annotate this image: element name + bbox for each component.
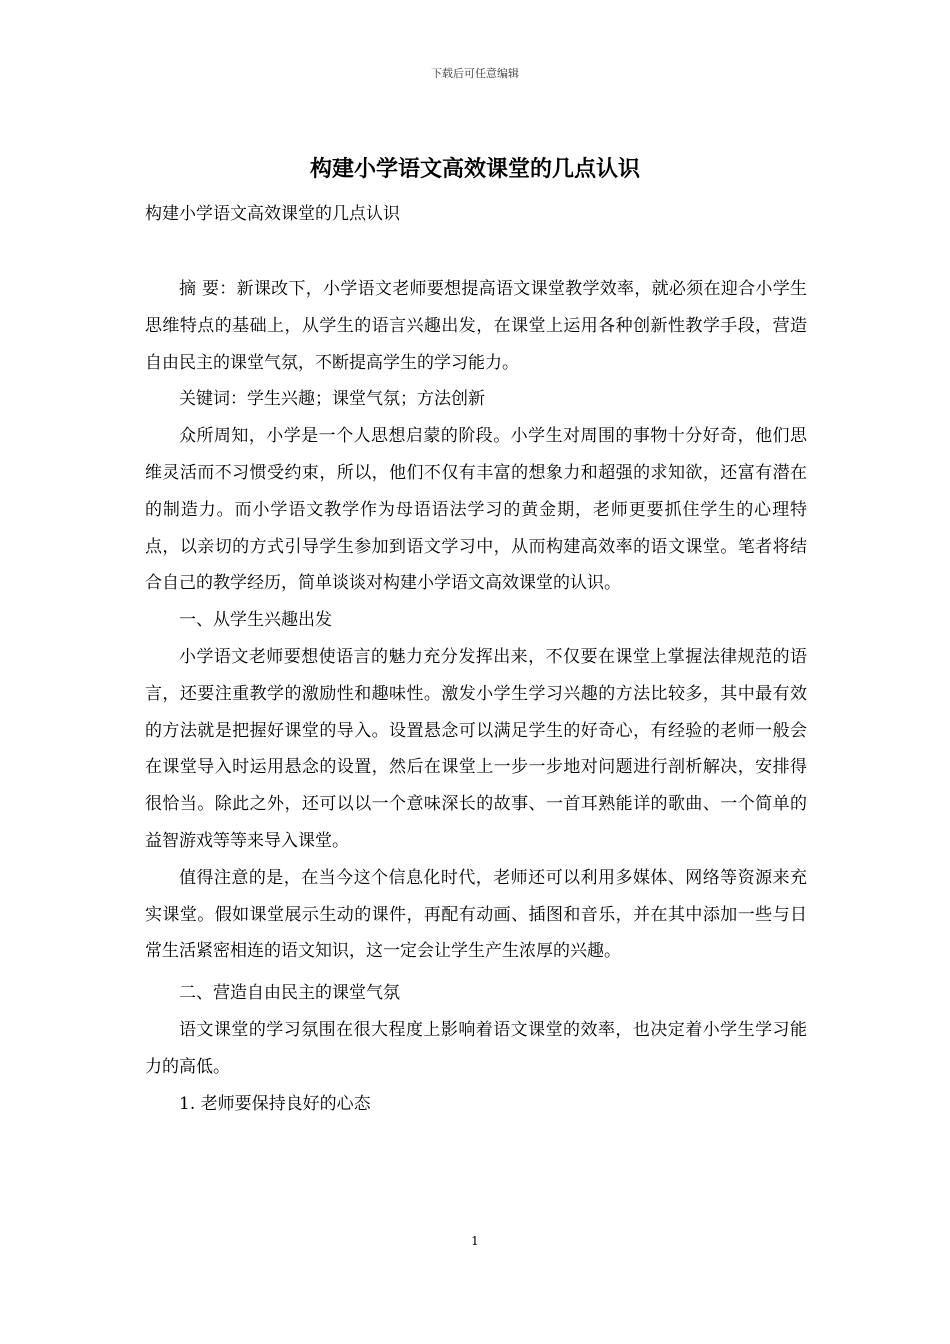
header-note: 下载后可任意编辑 — [431, 67, 519, 80]
section-1-paragraph-2: 值得注意的是，在当今这个信息化时代，老师还可以利用多媒体、网络等资源来充实课堂。假如课堂展示生动的课件，再配有动画、插图和音乐，并在其中添加一些与日常生活紧密相连的语文知识，这一定会让学生产生浓厚的兴趣。 — [145, 867, 807, 962]
section-2-paragraph-1: 语文课堂的学习氛围在很大程度上影响着语文课堂的效率，也决定着小学生学习能力的高低。 — [145, 1019, 807, 1077]
subsection-heading-1: 1. 老师要保持良好的心态 — [179, 1093, 371, 1114]
section-heading-2: 二、营造自由民主的课堂气氛 — [179, 983, 400, 1004]
section-heading-1: 一、从学生兴趣出发 — [179, 610, 332, 631]
keywords-paragraph: 关键词：学生兴趣；课堂气氛；方法创新 — [179, 389, 485, 410]
document-title: 构建小学语文高效课堂的几点认识 — [309, 156, 640, 182]
page-number: 1 — [471, 1234, 479, 1248]
document-body — [145, 271, 807, 1122]
intro-paragraph: 众所周知，小学是一个人思想启蒙的阶段。小学生对周围的事物十分好奇，他们思维灵活而不习惯受约束，所以，他们不仅有丰富的想象力和超强的求知欲，还富有潜在的制造力。而小学语文教学作为母语语法学习的黄金期，老师更要抓住学生的心理特点，以亲切的方式引导学生参加到语文学习中，从而构建高效率的语文课堂。笔者将结合自己的教学经历，简单谈谈对构建小学语文高效课堂的认识。 — [145, 426, 807, 594]
section-1-paragraph-1: 小学语文老师要想使语言的魅力充分发挥出来，不仅要在课堂上掌握法律规范的语言，还要注重教学的激励性和趣味性。激发小学生学习兴趣的方法比较多，其中最有效的方法就是把握好课堂的导入。设置悬念可以满足学生的好奇心，有经验的老师一般会在课堂导入时运用悬念的设置，然后在课堂上一步一步地对问题进行剖析解决，安排得很恰当。除此之外，还可以以一个意味深长的故事、一首耳熟能详的歌曲、一个简单的益智游戏等等来导入课堂。 — [145, 646, 807, 851]
abstract-paragraph: 摘 要：新课改下，小学语文老师要想提高语文课堂教学效率，就必须在迎合小学生思维特点的基础上，从学生的语言兴趣出发，在课堂上运用各种创新性教学手段，营造自由民主的课堂气氛，不断提高学生的学习能力。 — [145, 279, 807, 373]
document-subtitle: 构建小学语文高效课堂的几点认识 — [145, 204, 400, 224]
